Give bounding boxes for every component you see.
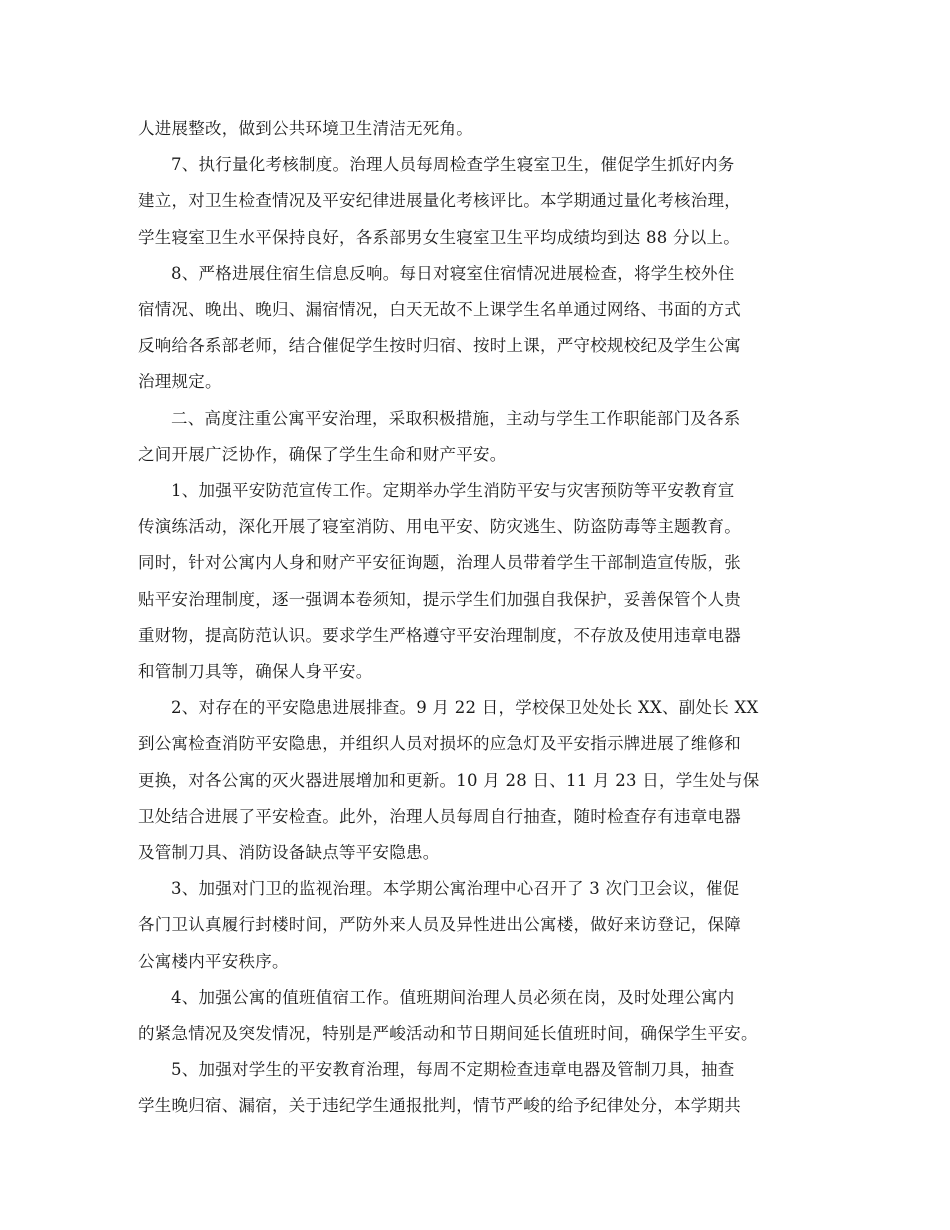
text-line: 贴平安治理制度，逐一强调本卷须知，提示学生们加强自我保护，妥善保管个人贵 xyxy=(138,589,741,609)
text-line: 重财物，提高防范认识。要求学生严格遵守平安治理制度，不存放及使用违章电器 xyxy=(138,625,741,645)
document-body xyxy=(138,111,812,1125)
text-line: 卫处结合进展了平安检查。此外，治理人员每周自行抽查，随时检查存有违章电器 xyxy=(138,806,741,826)
paragraph-item-8 xyxy=(138,256,812,401)
text-line: 及管制刀具、消防设备缺点等平安隐患。 xyxy=(138,843,440,863)
paragraph-continuation xyxy=(138,111,812,147)
text-line: 到公寓检查消防平安隐患，并组织人员对损坏的应急灯及平安指示牌进展了维修和 xyxy=(138,734,741,754)
text-line: 学生晚归宿、漏宿，关于违纪学生通报批判，情节严峻的给予纪律处分，本学期共 xyxy=(138,1096,741,1116)
text-line: 2、对存在的平安隐患进展排查。9 月 22 日，学校保卫处处长 XX、副处长 XX xyxy=(171,698,759,718)
text-line: 治理规定。 xyxy=(138,372,222,392)
section-heading-2 xyxy=(138,401,812,473)
text-line: 4、加强公寓的值班值宿工作。值班期间治理人员必须在岗，及时处理公寓内 xyxy=(171,987,735,1007)
text-line: 5、加强对学生的平安教育治理，每周不定期检查违章电器及管制刀具，抽查 xyxy=(171,1060,735,1080)
text-line: 宿情况、晚出、晚归、漏宿情况，白天无故不上课学生名单通过网络、书面的方式 xyxy=(138,300,741,320)
text-line: 二、高度注重公寓平安治理，采取积极措施，主动与学生工作职能部门及各系 xyxy=(171,408,741,428)
text-line: 反响给各系部老师，结合催促学生按时归宿、按时上课，严守校规校纪及学生公寓 xyxy=(138,336,741,356)
text-line: 更换，对各公寓的灭火器进展增加和更新。10 月 28 日、11 月 23 日，学生处与保 xyxy=(138,770,760,790)
text-line: 3、加强对门卫的监视治理。本学期公寓治理中心召开了 3 次门卫会议，催促 xyxy=(171,879,740,899)
text-line: 同时，针对公寓内人身和财产平安征询题，治理人员带着学生干部制造宣传版，张 xyxy=(138,553,741,573)
text-line: 学生寝室卫生水平保持良好，各系部男女生寝室卫生平均成绩均到达 88 分以上。 xyxy=(138,227,740,247)
text-line: 8、严格进展住宿生信息反响。每日对寝室住宿情况进展检查，将学生校外住 xyxy=(171,263,735,283)
paragraph-item-5 xyxy=(138,1052,812,1124)
paragraph-item-1 xyxy=(138,473,812,690)
text-line: 人进展整改，做到公共环境卫生清洁无死角。 xyxy=(138,119,473,138)
text-line: 的紧急情况及突发情况，特别是严峻活动和节日期间延长值班时间，确保学生平安。 xyxy=(138,1024,758,1044)
text-line: 建立，对卫生检查情况及平安纪律进展量化考核评比。本学期通过量化考核治理， xyxy=(138,191,741,211)
paragraph-item-2 xyxy=(138,690,812,871)
paragraph-item-7 xyxy=(138,147,812,256)
paragraph-item-3 xyxy=(138,871,812,980)
text-line: 传演练活动，深化开展了寝室消防、用电平安、防灾逃生、防盗防毒等主题教育。 xyxy=(138,517,741,537)
text-line: 各门卫认真履行封楼时间，严防外来人员及异性进出公寓楼，做好来访登记，保障 xyxy=(138,915,741,935)
text-line: 1、加强平安防范宣传工作。定期举办学生消防平安与灾害预防等平安教育宣 xyxy=(171,481,735,501)
text-line: 和管制刀具等，确保人身平安。 xyxy=(138,662,373,682)
paragraph-item-4 xyxy=(138,980,812,1052)
text-line: 7、执行量化考核制度。治理人员每周检查学生寝室卫生，催促学生抓好内务 xyxy=(171,155,735,175)
text-line: 之间开展广泛协作，确保了学生生命和财产平安。 xyxy=(138,444,507,464)
text-line: 公寓楼内平安秩序。 xyxy=(138,951,289,971)
